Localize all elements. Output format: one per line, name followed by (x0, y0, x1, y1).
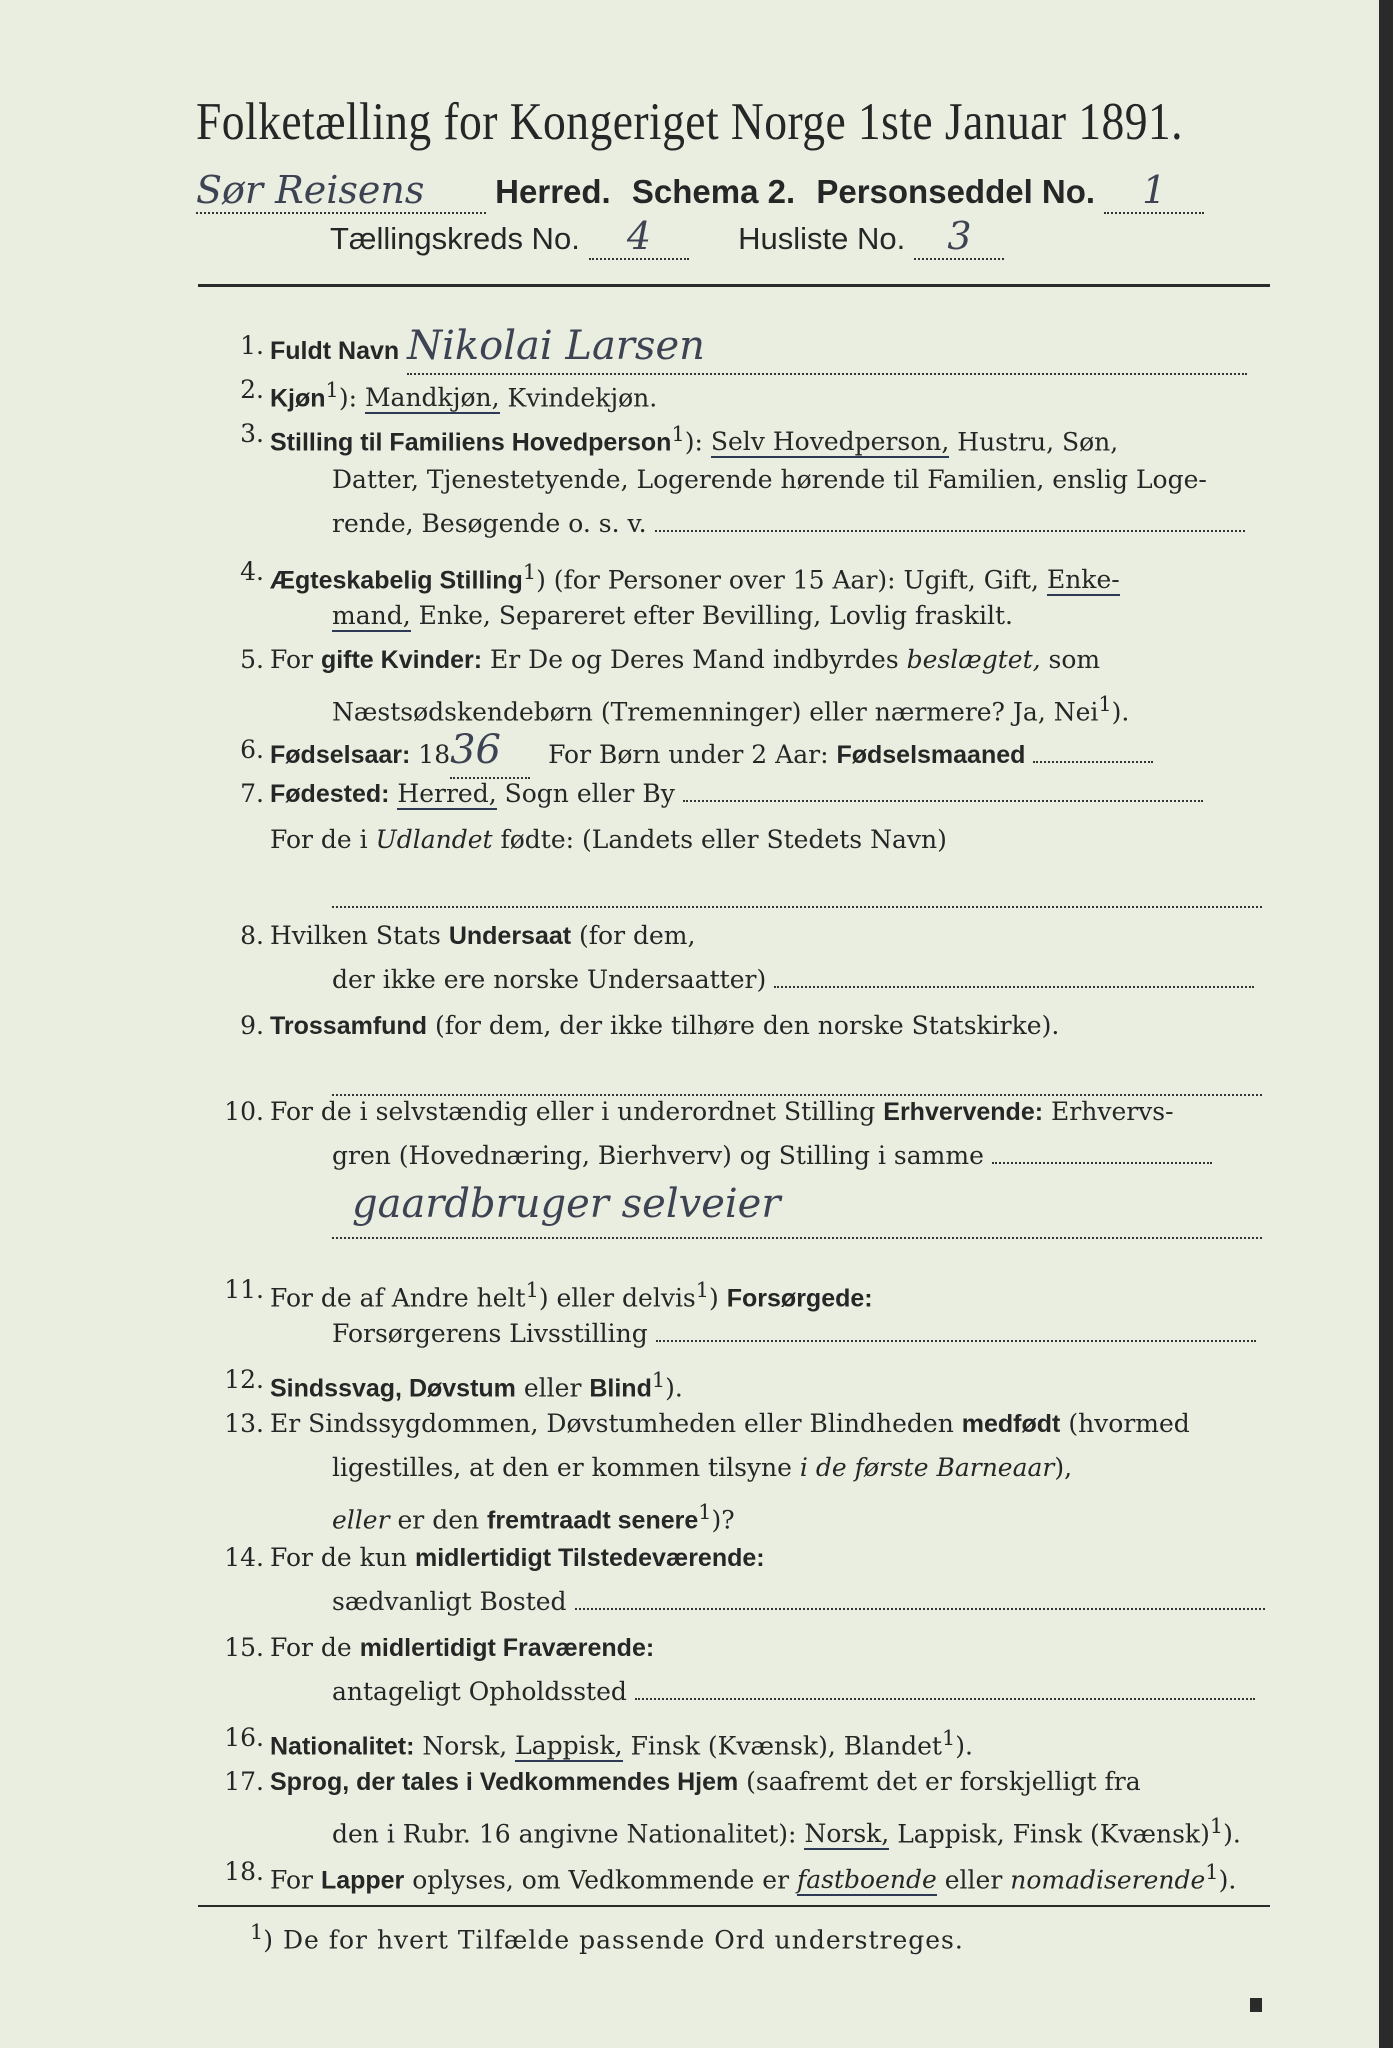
q2-selected-option: Mandkjøn, (364, 383, 500, 413)
schema-label: Schema 2. (631, 173, 796, 210)
personseddel-label: Personseddel No. (816, 173, 1096, 210)
q7-selected-option: Herred, (397, 779, 497, 808)
q4-selected-option: Enke- (1046, 565, 1120, 595)
q16-selected-option: Lappisk, (515, 1731, 623, 1761)
footnote: $^1$) De for hvert Tilfælde passende Ord understreges. (250, 1920, 964, 1955)
personseddel-value: 1 (1142, 168, 1167, 212)
q10-answer: gaardbruger selveier (352, 1181, 781, 1227)
husliste-value: 3 (947, 214, 972, 258)
header-line-2 (330, 214, 1393, 262)
kreds-label: Tællingskreds No. (330, 221, 580, 256)
q6-answer: 36 (450, 727, 502, 773)
census-form: Folketælling for Kongeriget Norge 1ste Januar 1891. Sør Reisens Herred. Schema 2. Personseddel No. 1 Tællingskreds No. 4 Husliste No. 3 1. Fuldt Navn Nikolai Larsen 2. Kjøn$^1$): Mandkjøn, Kvindekjøn. 3. Stilling til Familiens Hovedperson$^1$): Selv Hovedperson, Hustru, Søn, Datter, Tjenestetyende, Logerende hørende til Familien, enslig Loge- rende, Besøgende o. s. v. 4. Ægteskabelig Stilling$^1$) (for Personer over 15 Aar): Ugift, Gift, Enke- mand, Enke, Separeret efter Bevilling, Lovlig fraskilt. 5. For gifte Kvinder: Er De og Deres Mand indbyrdes beslægtet, som Næstsødskendebørn (Tremenninger) eller nærmere? Ja, Nei$^1$). 6. Fødselsaar: 1836 For Børn under 2 Aar: Fødselsmaaned 7. Fødested: Herred, Sogn eller By For de i Udlandet fødte: (Landets eller Stedets Navn) 8. Hvilken Stats Undersaat (for dem, der ikke ere norske Undersaatter) 9. Trossamfund (for dem, der ikke tilhøre den norske Statskirke). 10. For de i selvstændig eller i underordnet Stilling Erhvervende: Erhvervs- gren (Hovednæring, Bierhverv) og Stilling i samme gaardbruger selveier 11. For de af Andre helt$^1$) eller delvis$^1$) Forsørgede: Forsørgerens Livsstilling 12. Sindssvag, Døvstum eller Blind$^1$). 13. Er Sindssygdommen, Døvstumheden eller Blindheden medfødt (hvormed ligestilles, at den er kommen tilsyne i de første Barneaar), eller er den fremtraadt senere$^1$)? 14. For de kun midlertidigt Tilstedeværende: sædvanligt Bosted 15. For de midlertidigt Fraværende: antageligt Opholdssted 16. Nationalitet: Norsk, Lappisk, Finsk (Kvænsk), Blandet$^1$). 17. Sprog, der tales i Vedkommendes Hjem (saafremt det er forskjelligt fra den i Rubr. 16 angivne Nationalitet): Norsk, Lappisk, Finsk (Kvænsk)$^1$). 18. For Lapper oplyses, om Vedkommende er fastboende eller nomadiserende$^1$). $^1$) De for hvert Tilfælde passende Ord understreges. (0, 0, 1393, 2048)
q3-selected-option: Selv Hovedperson, (710, 427, 950, 457)
q1-answer: Nikolai Larsen (407, 323, 705, 369)
q18-selected-option: fastboende (797, 1865, 937, 1895)
corner-mark (1250, 1998, 1262, 2012)
herred-value: Sør Reisens (196, 168, 425, 212)
header-line-1 (196, 168, 1286, 216)
q1-label: Fuldt Navn (270, 337, 400, 365)
footer-rule (198, 1905, 1270, 1907)
form-title: Folketælling for Kongeriget Norge 1ste Januar 1891. (196, 93, 1183, 151)
q17-selected-option: Norsk, (804, 1819, 890, 1849)
page-edge (1379, 0, 1393, 2048)
herred-label: Herred. (495, 173, 611, 210)
kreds-value: 4 (626, 214, 652, 258)
husliste-label: Husliste No. (738, 221, 906, 256)
header-rule (198, 284, 1270, 287)
